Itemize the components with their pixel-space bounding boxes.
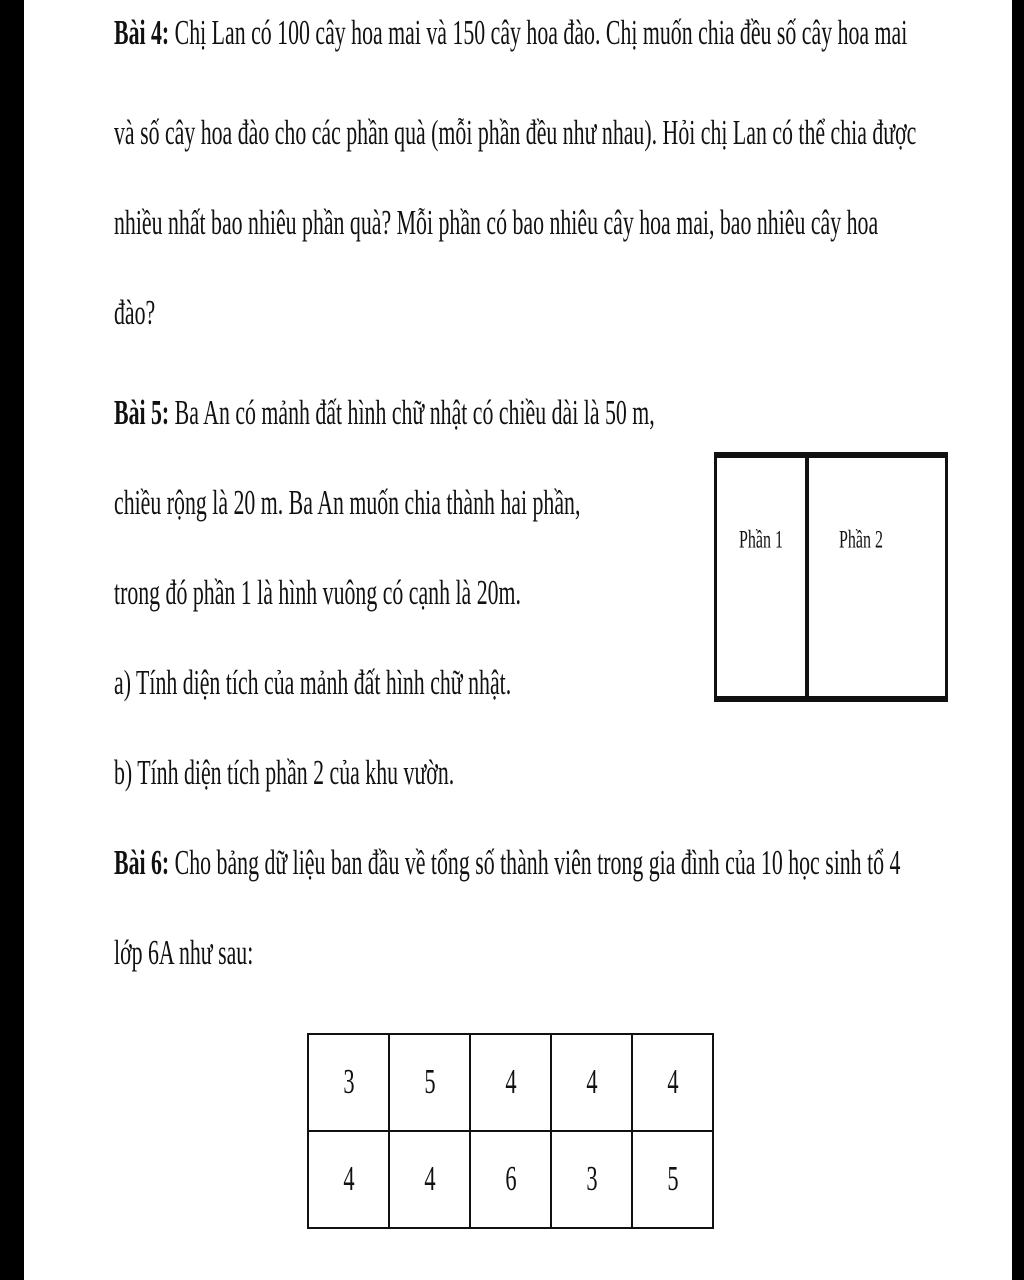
table-cell: 6 xyxy=(470,1131,551,1228)
part2-label: Phần 2 xyxy=(839,526,883,554)
bai4-line-1: Bài 4: Chị Lan có 100 cây hoa mai và 150 cây hoa đào. Chị muốn chia đều số cây hoa mai xyxy=(114,14,908,53)
bai4-line-2: và số cây hoa đào cho các phần quà (mỗi phần đều như nhau). Hỏi chị Lan có thể chia được xyxy=(114,114,917,153)
table-cell: 4 xyxy=(308,1131,389,1228)
table-row xyxy=(308,1131,713,1228)
bai5-line-1: Bài 5: Ba An có mảnh đất hình chữ nhật có chiều dài là 50 m, xyxy=(114,394,655,433)
table-cell: 4 xyxy=(551,1034,632,1131)
table-cell: 4 xyxy=(632,1034,713,1131)
family-members-table xyxy=(307,1033,714,1229)
table-cell: 3 xyxy=(551,1131,632,1228)
table-cell: 3 xyxy=(308,1034,389,1131)
land-diagram xyxy=(714,452,948,702)
bai5-line-2: chiều rộng là 20 m. Ba An muốn chia thành hai phần, xyxy=(114,484,581,523)
table-cell: 5 xyxy=(389,1034,470,1131)
bai4-line-4: đào? xyxy=(114,294,156,333)
bai4-label: Bài 4: xyxy=(114,14,170,53)
bai5-label: Bài 5: xyxy=(114,394,170,433)
bai6-line-2: lớp 6A như sau: xyxy=(114,934,254,973)
part1-label: Phần 1 xyxy=(739,526,783,554)
bai5-line-4: a) Tính diện tích của mảnh đất hình chữ nhật. xyxy=(114,664,512,703)
bai6-label: Bài 6: xyxy=(114,844,170,883)
bai4-line-3: nhiều nhất bao nhiêu phần quà? Mỗi phần có bao nhiêu cây hoa mai, bao nhiêu cây hoa xyxy=(114,204,879,243)
table-cell: 4 xyxy=(470,1034,551,1131)
bai5-line-3: trong đó phần 1 là hình vuông có cạnh là 20m. xyxy=(114,574,522,613)
document-page xyxy=(24,0,1012,1280)
table-row xyxy=(308,1034,713,1131)
table-cell: 5 xyxy=(632,1131,713,1228)
diagram-divider xyxy=(805,458,809,696)
table-cell: 4 xyxy=(389,1131,470,1228)
bai5-line-5: b) Tính diện tích phần 2 của khu vườn. xyxy=(114,754,455,793)
bai6-line-1: Bài 6: Cho bảng dữ liệu ban đầu về tổng số thành viên trong gia đình của 10 học sinh tổ 4 xyxy=(114,844,901,883)
